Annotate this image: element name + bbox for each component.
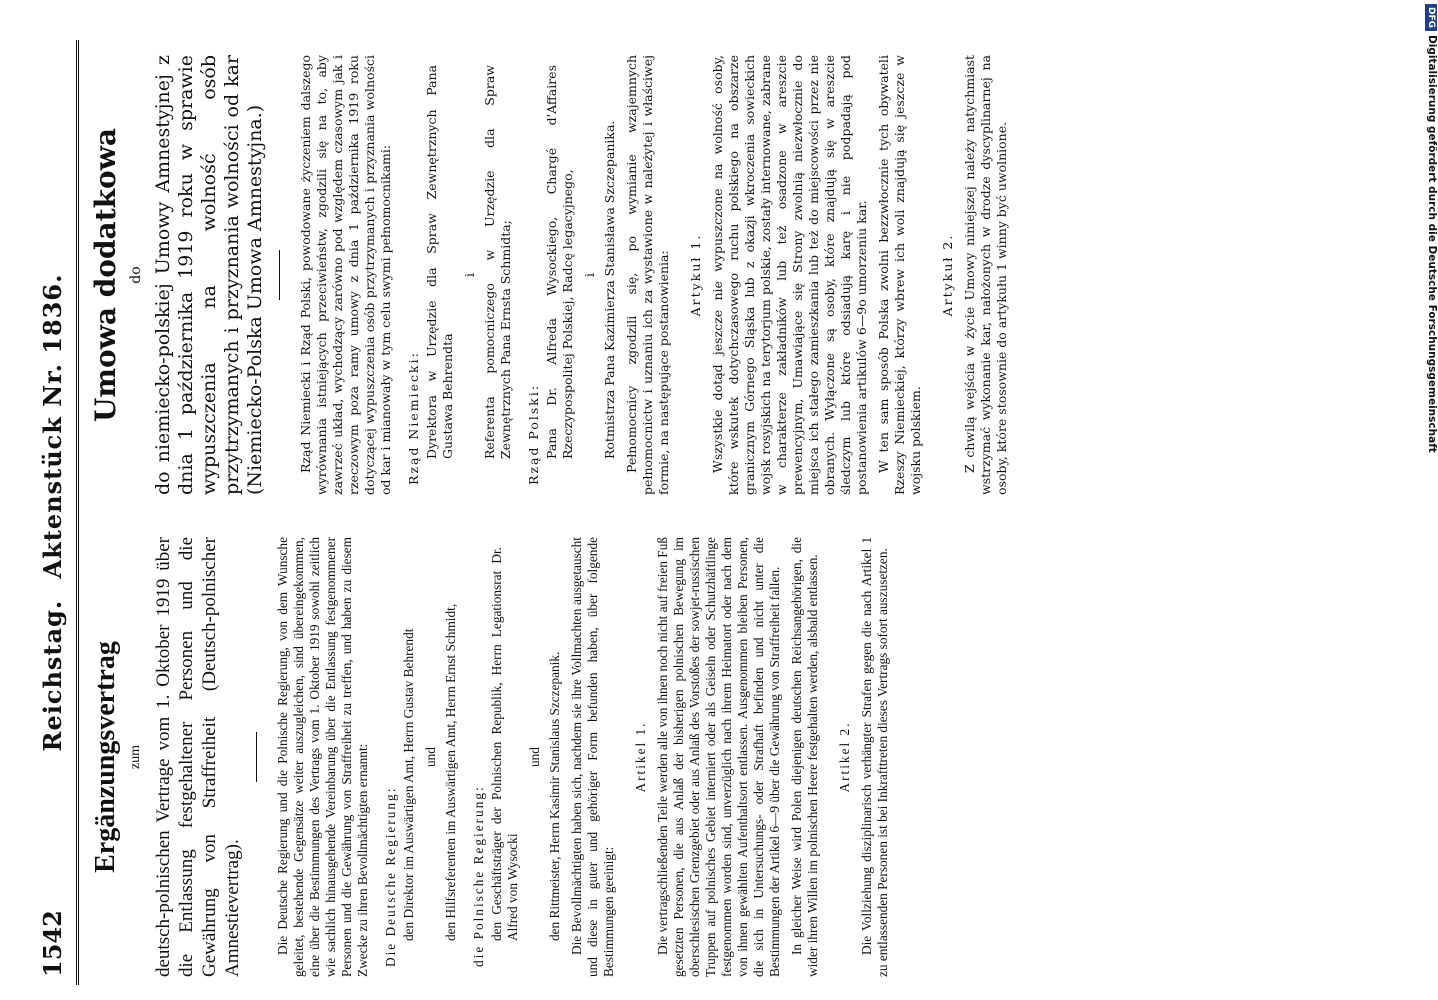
german-title: Ergänzungsvertrag xyxy=(90,641,121,873)
polish-article-1-heading: Artykuł 1. xyxy=(688,233,703,317)
german-and-2: und xyxy=(527,747,542,767)
dfg-logo: DFG xyxy=(1425,4,1437,31)
polish-party-2: Rząd Polski: xyxy=(526,383,541,485)
german-subtitle: zum xyxy=(128,744,143,770)
german-intro: Die Deutsche Regierung und die Polnische Regierung, von dem Wunsche geleitet, bestehende Gegensätze weiter auszugleichen, sind übereingekommen, eine über die Bestimmungen des Vertrags vom 1. Oktober 1919 sowohl zeitlich wie sachlich hinausgehende Vereinbarung über die Entlassung festgenommener Personen und die Gewährung von Straffreiheit zu treffen, und haben zu diesem Zwecke zu ihren Bevollmächtigten ernannt: xyxy=(275,537,370,977)
polish-and-2: i xyxy=(582,273,597,277)
polish-name-2: Referenta pomocniczego w Urzędzie dla Spraw Zewnętrznych Pana Ernsta Schmidta; xyxy=(482,65,513,459)
german-name-2: den Hilfsreferenten im Auswärtigen Amt, Herrn Ernst Schmidt, xyxy=(443,603,458,941)
german-article-2-heading: Artikel 2. xyxy=(837,721,852,793)
polish-and-1: i xyxy=(462,273,477,277)
german-article-1-para-1: Die vertragschließenden Teile werden alle von ihnen noch nicht auf freien Fuß gesetzten Personen, die aus Anlaß der bisherigen polnischen Bewegung im oberschlesischen Grenzgebiet oder aus Anlaß des Vorstoßes der sowjet-russischen Truppen auf polnisches Gebiet interniert oder als Geiseln oder Schutzhäftlinge festgenommen worden sind, unverzüglich nach ihrem Heimatort oder nach dem von ihnen gewählten Aufenthaltsort entlassen. Ausgenommen bleiben Personen, die sich in Untersuchungs- oder Strafhaft befinden und nicht unter die Bestimmungen der Artikel 6—9 über die Gewährung von Straffreiheit fallen. xyxy=(655,537,782,977)
polish-article-2-heading: Artykuł 2. xyxy=(940,233,955,317)
polish-article-2-para-1: Z chwilą wejścia w życie Umowy niniejszej należy natychmiast wstrzymać wykonanie kar, nałożonych w drodze dyscyplinarnej na osoby, które stosownie do artykułu 1 winny być uwolnione. xyxy=(962,55,1009,495)
german-name-4: den Rittmeister, Herrn Kasimir Stanislaus Szczepanik. xyxy=(547,651,562,941)
polish-name-3: Pana Dr. Alfreda Wysockiego, Chargé d'Affaires Rzeczypospolitej Polskiej, Radcę legacyjnego, xyxy=(544,65,575,459)
polish-party-1: Rząd Niemiecki: xyxy=(406,351,421,485)
header-title xyxy=(38,40,67,985)
german-party-1: Die Deutsche Regierung: xyxy=(383,786,398,967)
credit-text: Digitalisierung gefördert durch die Deutsche Forschungsgemeinschaft xyxy=(1426,35,1438,453)
polish-article-1-para-1: Wszystkie dotąd jeszcze nie wypuszczone na wolność osoby, które wskutek dotychczasowego ruchu polskiego na obszarze granicznym Górnego Śląska lub z okazji wkroczenia sowieckich wojsk rosyjskich na terytorjum polskie, zostały internowane, zabrane w charakterze zakładników lub też osadzone w areszcie prewencyjnym, Umawiające się Strony zwolnią niezwłocznie do miejsca ich stałego zamieszkania lub też do miejscowości przez nie obranych. Wyłączone są osoby, które znajdują się w areszcie śledczym lub które odsiadują karę i nie podpadają pod postanowienia artikulów 6—9o umorzeniu kar. xyxy=(710,55,869,495)
polish-column xyxy=(90,55,1016,495)
german-article-2-para-1: Die Vollziehung disziplinarisch verhängter Strafen gegen die nach Artikel 1 zu entlassenden Personen ist bei Inkrafttreten dieses Vertrags sofort auszusetzen. xyxy=(859,537,890,977)
header-left-word: Reichstag. xyxy=(38,599,67,752)
polish-lead: do niemiecko-polskiej Umowy Amnestyjnej z dnia 1 października 1919 roku w sprawie wypuszczenia na wolność osób przytrzymanych i przyznania wolności od kar (Niemiecko-Polska Umowa Amnestyjna.) xyxy=(152,55,266,495)
header-center-text: Aktenstück Nr. 1836. xyxy=(38,273,67,579)
polish-article-1-para-2: W ten sam sposób Polska zwolni bezzwłocznie tych obywateli Rzeszy Niemieckiej, którzy wbrew ich woli znajdują się jeszcze w wojsku polskiem. xyxy=(876,55,923,495)
german-name-3: den Geschäftsträger der Polnischen Republik, Herrn Legationsrat Dr. Alfred von Wysocki xyxy=(489,547,520,941)
german-column xyxy=(90,537,897,977)
german-party-2: die Polnische Regierung: xyxy=(471,785,486,967)
divider xyxy=(256,732,257,782)
polish-subtitle: do xyxy=(128,266,144,284)
polish-intro: Rząd Niemiecki i Rząd Polski, powodowane życzeniem dalszego wyrównania istniejących przeciwieństw, zgodzili się na to, aby zawrzeć układ, wychodzący zarówno pod względem czasowym jak i rzeczowym poza ramy umowy z dnia 1 października 1919 roku dotyczącej wypuszczenia osób przytrzymanych i przyznania wolności od kar i mianowały w tym celu swymi pełnomocnikami: xyxy=(298,55,393,495)
document-page xyxy=(20,40,1400,985)
german-article-1-heading: Artikel 1. xyxy=(633,721,648,793)
german-plenipotentiaries: Die Bevollmächtigten haben sich, nachdem sie ihre Vollmachten ausgetauscht und diese in guter und gehöriger Form befunden haben, über folgende Bestimmungen geeinigt: xyxy=(569,537,616,977)
german-name-1: den Direktor im Auswärtigen Amt, Herrn Gustav Behrendt xyxy=(401,628,416,941)
polish-title: Umowa dodatkowa xyxy=(89,128,122,422)
german-article-1-para-2: In gleicher Weise wird Polen diejenigen deutschen Reichsangehörigen, die wider ihren Willen im polnischen Heere festgehalten werden, alsbald entlassen. xyxy=(789,537,820,977)
divider xyxy=(279,250,280,300)
page-header xyxy=(32,40,79,985)
german-and-1: und xyxy=(423,747,438,767)
page-number: 1542 xyxy=(38,910,67,977)
polish-name-4: Rotmistrza Pana Kazimierza Stanisława Szczepanika. xyxy=(602,120,617,459)
digitization-credit xyxy=(1424,4,1438,453)
german-lead: deutsch-polnischen Vertrage vom 1. Oktober 1919 über die Entlassung festgehaltener Personen und die Gewährung von Straffreiheit (Deutsch-polnischer Amnestievertrag). xyxy=(153,537,243,977)
polish-name-1: Dyrektora w Urzędzie dla Spraw Zewnętrznych Pana Gustawa Behrendta xyxy=(424,65,455,459)
polish-plenipotentiaries: Pełnomocnicy zgodzili się, po wymianie wzajemnych pełnomocnictw i uznaniu ich za wystawione w należytej i właściwej formie, na następujące postanowienia: xyxy=(624,55,671,495)
